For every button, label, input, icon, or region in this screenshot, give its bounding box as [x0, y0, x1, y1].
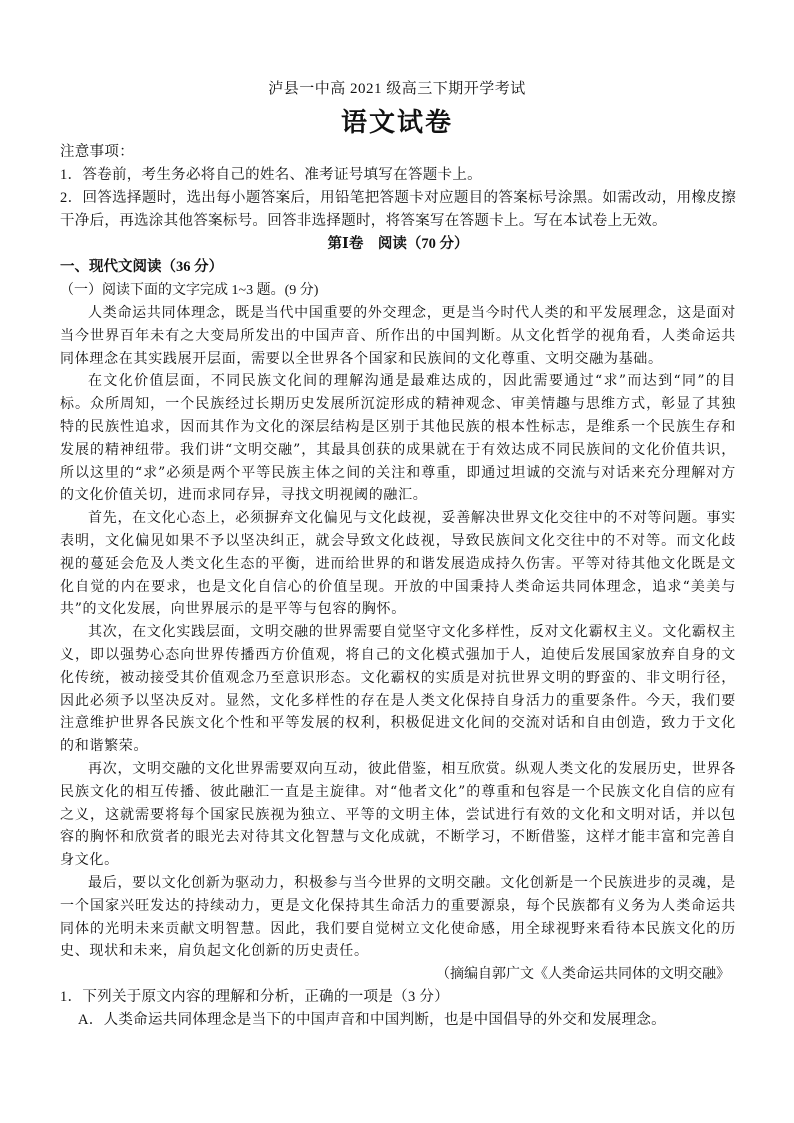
passage-paragraph: 其次，在文化实践层面，文明交融的世界需要自觉坚守文化多样性，反对文化霸权主义。文化霸权主义，即以强势心态向世界传播西方价值观，将自己的文化模式强加于人，迫使后发展国家放弃自身的文化传统，被动接受其价值观念乃至意识形态。文化霸权的实质是对抗世界文明的野蛮的、非文明行径，因此必须予以坚决反对。显然，文化多样性的存在是人类文化保持自身活力的重要条件。今天，我们要注意维护世界各民族文化个性和平等发展的权利，积极促进文化间的交流对话和自由创造，致力于文化的和谐繁荣。 [60, 624, 736, 755]
passage-paragraph: 首先，在文化心态上，必须摒弃文化偏见与文化歧视，妥善解决世界文化交往中的不对等问题。事实表明，文化偏见如果不予以坚决纠正，就会导致文化歧视，导致民族间文化交往中的不对等。而文化歧视的蔓延会危及人类文化生态的平衡，进而给世界的和谐发展造成持久伤害。平等对待其他文化既是文化自觉的内在要求，也是文化自信心的价值呈现。开放的中国秉持人类命运共同体理念，追求“美美与共”的文化发展，向世界展示的是平等与包容的胸怀。 [60, 510, 736, 618]
notes-block [60, 141, 736, 233]
passage-paragraph: 再次，文明交融的文化世界需要双向互动，彼此借鉴，相互欣赏。纵观人类文化的发展历史，世界各民族文化的相互传播、彼此融汇一直是主旋律。对“他者文化”的尊重和包容是一个民族文化自信的应有之义，这就需要将每个国家民族视为独立、平等的文明主体，尝试进行有效的文化和文明对话，并以包容的胸怀和欣赏者的眼光去对待其文化智慧与文化成就，不断学习，不断借鉴，这样才能丰富和完善自身文化。 [60, 760, 736, 869]
exam-content [60, 141, 736, 1032]
subject-title: 语文试卷 [340, 108, 453, 137]
notes-heading: 注意事项： [60, 144, 134, 160]
part-title: 一、现代文阅读（36 分） [60, 259, 224, 275]
subpart-instruction: （一）阅读下面的文字完成 1~3 题。(9 分) [60, 283, 319, 298]
question-option-a: A．人类命运共同体理念是当下的中国声音和中国判断，也是中国倡导的外交和发展理念。 [78, 1012, 666, 1029]
passage-paragraph: 最后，要以文化创新为驱动力，积极参与当今世界的文明交融。文化创新是一个民族进步的灵魂，是一个国家兴旺发达的持续动力，更是文化保持其生命活力的重要源泉，每个民族都有义务为人类命运共同体的光明未来贡献文明智慧。因此，我们要自觉树立文化使命感，用全球视野来看待本民族文化的历史、现状和未来，肩负起文化创新的历史责任。 [60, 874, 736, 960]
note-item: 2．回答选择题时，选出每小题答案后，用铅笔把答题卡对应题目的答案标号涂黑。如需改动，用橡皮擦干净后，再选涂其他答案标号。回答非选择题时，将答案写在答题卡上。写在本试卷上无效。 [60, 190, 736, 229]
question-1 [60, 986, 736, 1032]
reading-passage [60, 302, 736, 986]
passage-source: （摘编自郭广文《人类命运共同体的文明交融》 [436, 966, 730, 983]
question-stem: 1．下列关于原文内容的理解和分析，正确的一项是（3 分） [60, 989, 450, 1006]
section-title: 第Ⅰ卷 阅读（70 分） [327, 236, 469, 252]
passage-paragraph: 在文化价值层面，不同民族文化间的理解沟通是最难达成的，因此需要通过“求”而达到“同”的目标。众所周知，一个民族经过长期历史发展所沉淀形成的精神观念、审美情趣与思维方式，彰显了其独特的民族性追求，因而其作为文化的深层结构是区别于其他民族的根本性标志，是维系一个民族生存和发展的精神纽带。我们讲“文明交融”，其最具创获的成果就在于有效达成不同民族间的文化价值共识，所以这里的“求”必须是两个平等民族主体之间的关注和尊重，即通过坦诚的交流与对话来充分理解对方的文化价值关切，进而求同存异，寻找文明视阈的融汇。 [60, 373, 736, 504]
school-exam-title: 泸县一中高 2021 级高三下期开学考试 [268, 81, 526, 97]
passage-paragraph: 人类命运共同体理念，既是当代中国重要的外交理念，更是当今时代人类的和平发展理念，这是面对当今世界百年未有之大变局所发出的中国声音、所作出的中国判断。从文化哲学的视角看，人类命运共同体理念在其实践展开层面，需要以全世界各个国家和民族间的文化尊重、文明交融为基础。 [60, 305, 736, 367]
note-item: 1．答卷前，考生务必将自己的姓名、准考证号填写在答题卡上。 [60, 167, 482, 183]
